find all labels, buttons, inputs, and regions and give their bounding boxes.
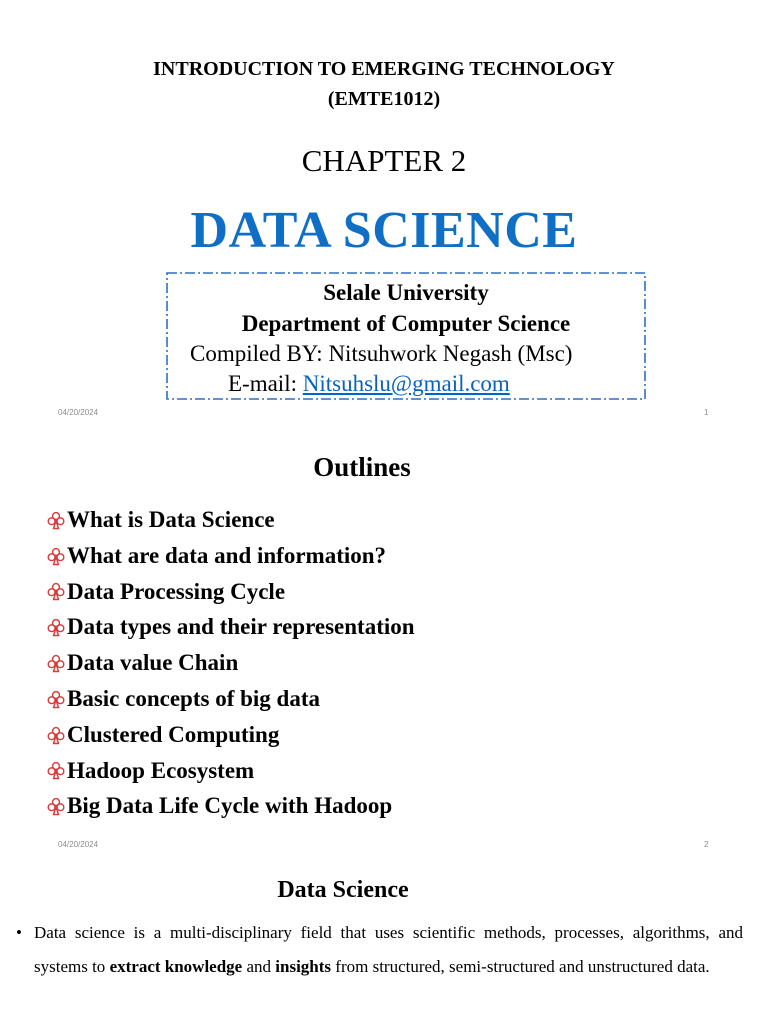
department-name: Department of Computer Science <box>241 311 571 336</box>
club-bullet-icon <box>46 653 66 673</box>
emphasis-text: insights <box>275 957 332 976</box>
paragraph-text: and <box>242 957 276 976</box>
list-item <box>46 753 415 789</box>
list-item-text: Data types and their representation <box>67 614 415 640</box>
list-item-text: Data value Chain <box>67 650 239 676</box>
university-name: Selale University <box>323 280 489 305</box>
email-line <box>228 371 510 397</box>
definition-slide <box>0 864 768 1024</box>
emphasis-text: extract knowledge <box>109 957 243 976</box>
list-item <box>46 681 415 717</box>
list-item <box>46 788 415 824</box>
list-item <box>46 574 415 610</box>
outline-slide <box>0 432 768 860</box>
club-bullet-icon <box>46 796 66 816</box>
bullet-dot: • <box>16 923 22 942</box>
list-item-text: Data Processing Cycle <box>67 578 286 604</box>
title-slide <box>0 0 768 428</box>
club-bullet-icon <box>46 581 66 601</box>
club-bullet-icon <box>46 617 66 637</box>
email-label: E-mail: <box>228 371 303 396</box>
course-name: INTRODUCTION TO EMERGING TECHNOLOGY <box>153 58 615 80</box>
footer-date: 04/20/2024 <box>58 840 99 849</box>
list-item <box>46 502 415 538</box>
paragraph-text: Data science is a multi-disciplinary field that uses scientific methods, processes, algorithms, and systems to <box>34 923 743 976</box>
footer-date: 04/20/2024 <box>58 408 99 417</box>
page-number: 1 <box>704 408 709 417</box>
club-bullet-icon <box>46 510 66 530</box>
course-title <box>0 54 768 114</box>
paragraph-text: from structured, semi-structured and unstructured data. <box>331 957 710 976</box>
presentation-title: DATA SCIENCE <box>190 202 578 259</box>
page-number: 2 <box>704 840 709 849</box>
list-item <box>46 645 415 681</box>
list-item-text: Big Data Life Cycle with Hadoop <box>67 793 393 819</box>
list-item-text: Clustered Computing <box>67 721 280 747</box>
list-item-text: What are data and information? <box>67 542 387 568</box>
list-item <box>46 717 415 753</box>
section-title: Data Science <box>277 877 409 903</box>
author-info-box <box>166 272 646 400</box>
definition-paragraph <box>34 916 743 984</box>
club-bullet-icon <box>46 546 66 566</box>
outline-title: Outlines <box>313 452 411 482</box>
course-code: (EMTE1012) <box>327 88 441 110</box>
email-link[interactable]: Nitsuhslu@gmail.com <box>302 371 510 396</box>
club-bullet-icon <box>46 760 66 780</box>
list-item <box>46 609 415 645</box>
compiled-by: Compiled BY: Nitsuhwork Negash (Msc) <box>190 341 573 366</box>
club-bullet-icon <box>46 689 66 709</box>
chapter-label: CHAPTER 2 <box>301 143 467 178</box>
list-item-text: What is Data Science <box>67 507 275 532</box>
list-item <box>46 538 415 574</box>
club-bullet-icon <box>46 725 66 745</box>
outline-list <box>46 502 415 824</box>
list-item-text: Basic concepts of big data <box>67 685 320 711</box>
list-item-text: Hadoop Ecosystem <box>67 757 255 783</box>
